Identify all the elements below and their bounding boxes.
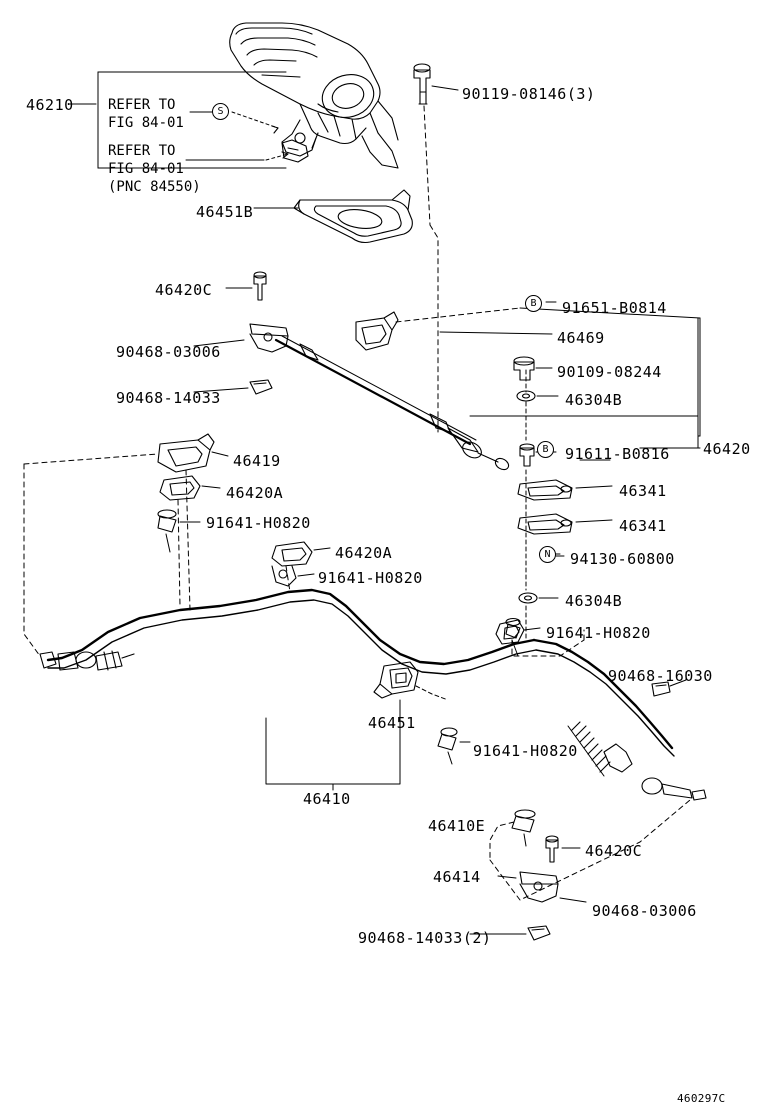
callout-91641-H0820-2: 91641-H0820 [318, 569, 423, 587]
callout-46451: 46451 [368, 714, 416, 732]
refer-to-block-1 [108, 96, 184, 132]
callout-46420: 46420 [703, 440, 751, 458]
callout-46410: 46410 [303, 790, 351, 808]
callout-90468-03006-bot: 90468-03006 [592, 902, 697, 920]
callout-46419: 46419 [233, 452, 281, 470]
callout-91641-H0820-4: 91641-H0820 [473, 742, 578, 760]
callout-46304B-bot: 46304B [565, 592, 623, 610]
callout-91651-B0814: 91651-B0814 [562, 299, 667, 317]
callout-46469: 46469 [557, 329, 605, 347]
figure-code: 460297C [677, 1092, 726, 1105]
callout-91641-H0820-3: 91641-H0820 [546, 624, 651, 642]
callout-46420C-top: 46420C [155, 281, 213, 299]
callout-90468-03006-top: 90468-03006 [116, 343, 221, 361]
callout-91611-B0816: 91611-B0816 [565, 445, 670, 463]
callout-90119-08146: 90119-08146(3) [462, 85, 596, 103]
refer-to-line1: REFER TO [108, 97, 176, 113]
marker-n-icon: N [539, 546, 556, 563]
callout-46420C-bot: 46420C [585, 842, 643, 860]
refer-to-line2: FIG 84-01 [108, 115, 184, 131]
refer-to-line1-b: REFER TO [108, 143, 176, 159]
refer-to-block-2 [108, 142, 201, 196]
callout-91641-H0820-1: 91641-H0820 [206, 514, 311, 532]
callout-90468-14033-2: 90468-14033(2) [358, 929, 492, 947]
callout-46410E: 46410E [428, 817, 486, 835]
callout-94130-60800: 94130-60800 [570, 550, 675, 568]
callout-46420A-2: 46420A [335, 544, 393, 562]
marker-s-icon: S [212, 103, 229, 120]
callout-90468-16030: 90468-16030 [608, 667, 713, 685]
callout-46341-b: 46341 [619, 517, 667, 535]
refer-to-line2-b: FIG 84-01 [108, 161, 184, 177]
callout-46420A-1: 46420A [226, 484, 284, 502]
callout-46414: 46414 [433, 868, 481, 886]
callout-46341-a: 46341 [619, 482, 667, 500]
callout-46304B-top: 46304B [565, 391, 623, 409]
callout-90468-14033: 90468-14033 [116, 389, 221, 407]
callout-46210: 46210 [26, 96, 74, 114]
callout-46451B: 46451B [196, 203, 254, 221]
refer-to-pnc: (PNC 84550) [108, 179, 201, 195]
callout-90109-08244: 90109-08244 [557, 363, 662, 381]
marker-b-icon-2: B [537, 441, 554, 458]
marker-b-icon-1: B [525, 295, 542, 312]
